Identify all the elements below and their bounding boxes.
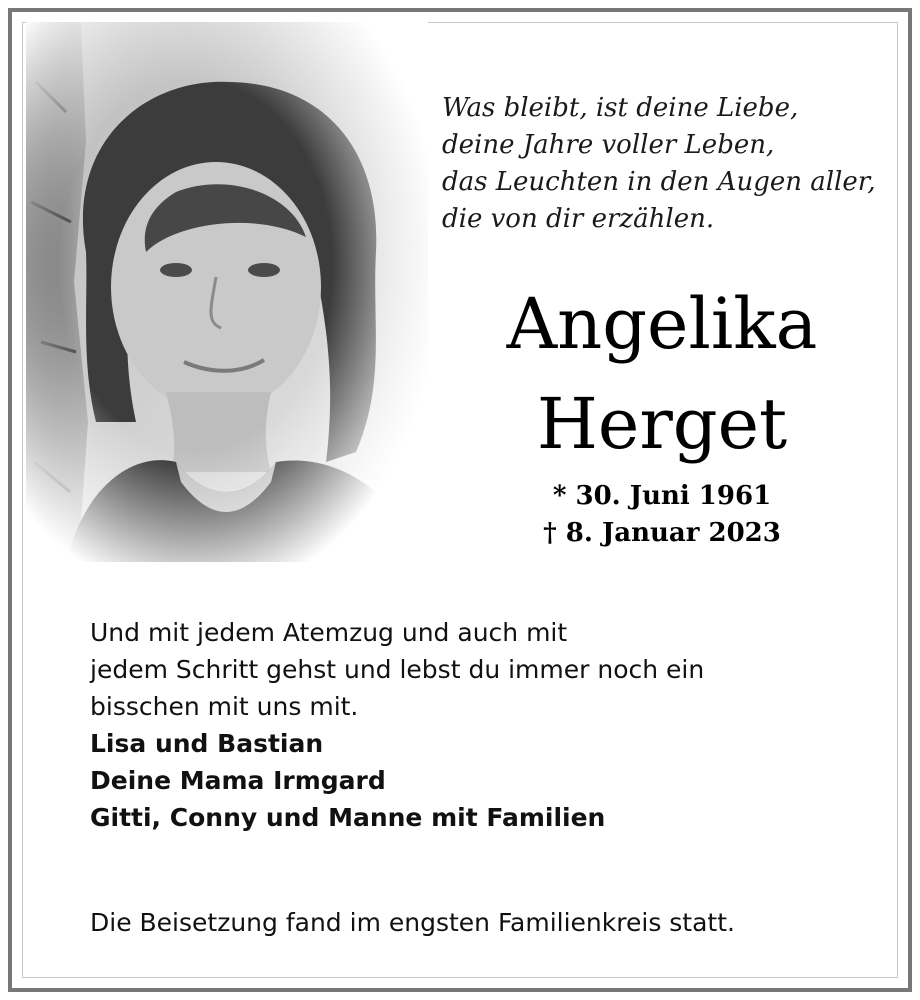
poem xyxy=(442,90,882,238)
message-block xyxy=(90,614,870,836)
poem-line: Was bleibt, ist deine Liebe, xyxy=(442,93,799,123)
funeral-notice: Die Beisetzung fand im engsten Familienkreis statt. xyxy=(90,908,735,937)
first-name: Angelika xyxy=(506,283,818,365)
deceased-name xyxy=(422,274,902,474)
portrait-photo xyxy=(26,22,428,562)
obituary-frame xyxy=(8,8,912,992)
mourner-name: Lisa und Bastian xyxy=(90,729,324,758)
poem-line: die von dir erzählen. xyxy=(442,204,715,234)
message-line: Und mit jedem Atemzug und auch mit xyxy=(90,618,568,647)
birth-date: * 30. Juni 1961 xyxy=(552,481,772,511)
portrait-image xyxy=(26,22,428,562)
death-date: † 8. Januar 2023 xyxy=(543,518,781,548)
message-line: bisschen mit uns mit. xyxy=(90,692,359,721)
poem-line: das Leuchten in den Augen aller, xyxy=(442,167,876,197)
mourner-name: Gitti, Conny und Manne mit Familien xyxy=(90,803,606,832)
mourner-name: Deine Mama Irmgard xyxy=(90,766,386,795)
message-line: jedem Schritt gehst und lebst du immer noch ein xyxy=(90,655,705,684)
last-name: Herget xyxy=(536,383,788,465)
poem-line: deine Jahre voller Leben, xyxy=(442,130,775,160)
life-dates xyxy=(422,478,902,552)
